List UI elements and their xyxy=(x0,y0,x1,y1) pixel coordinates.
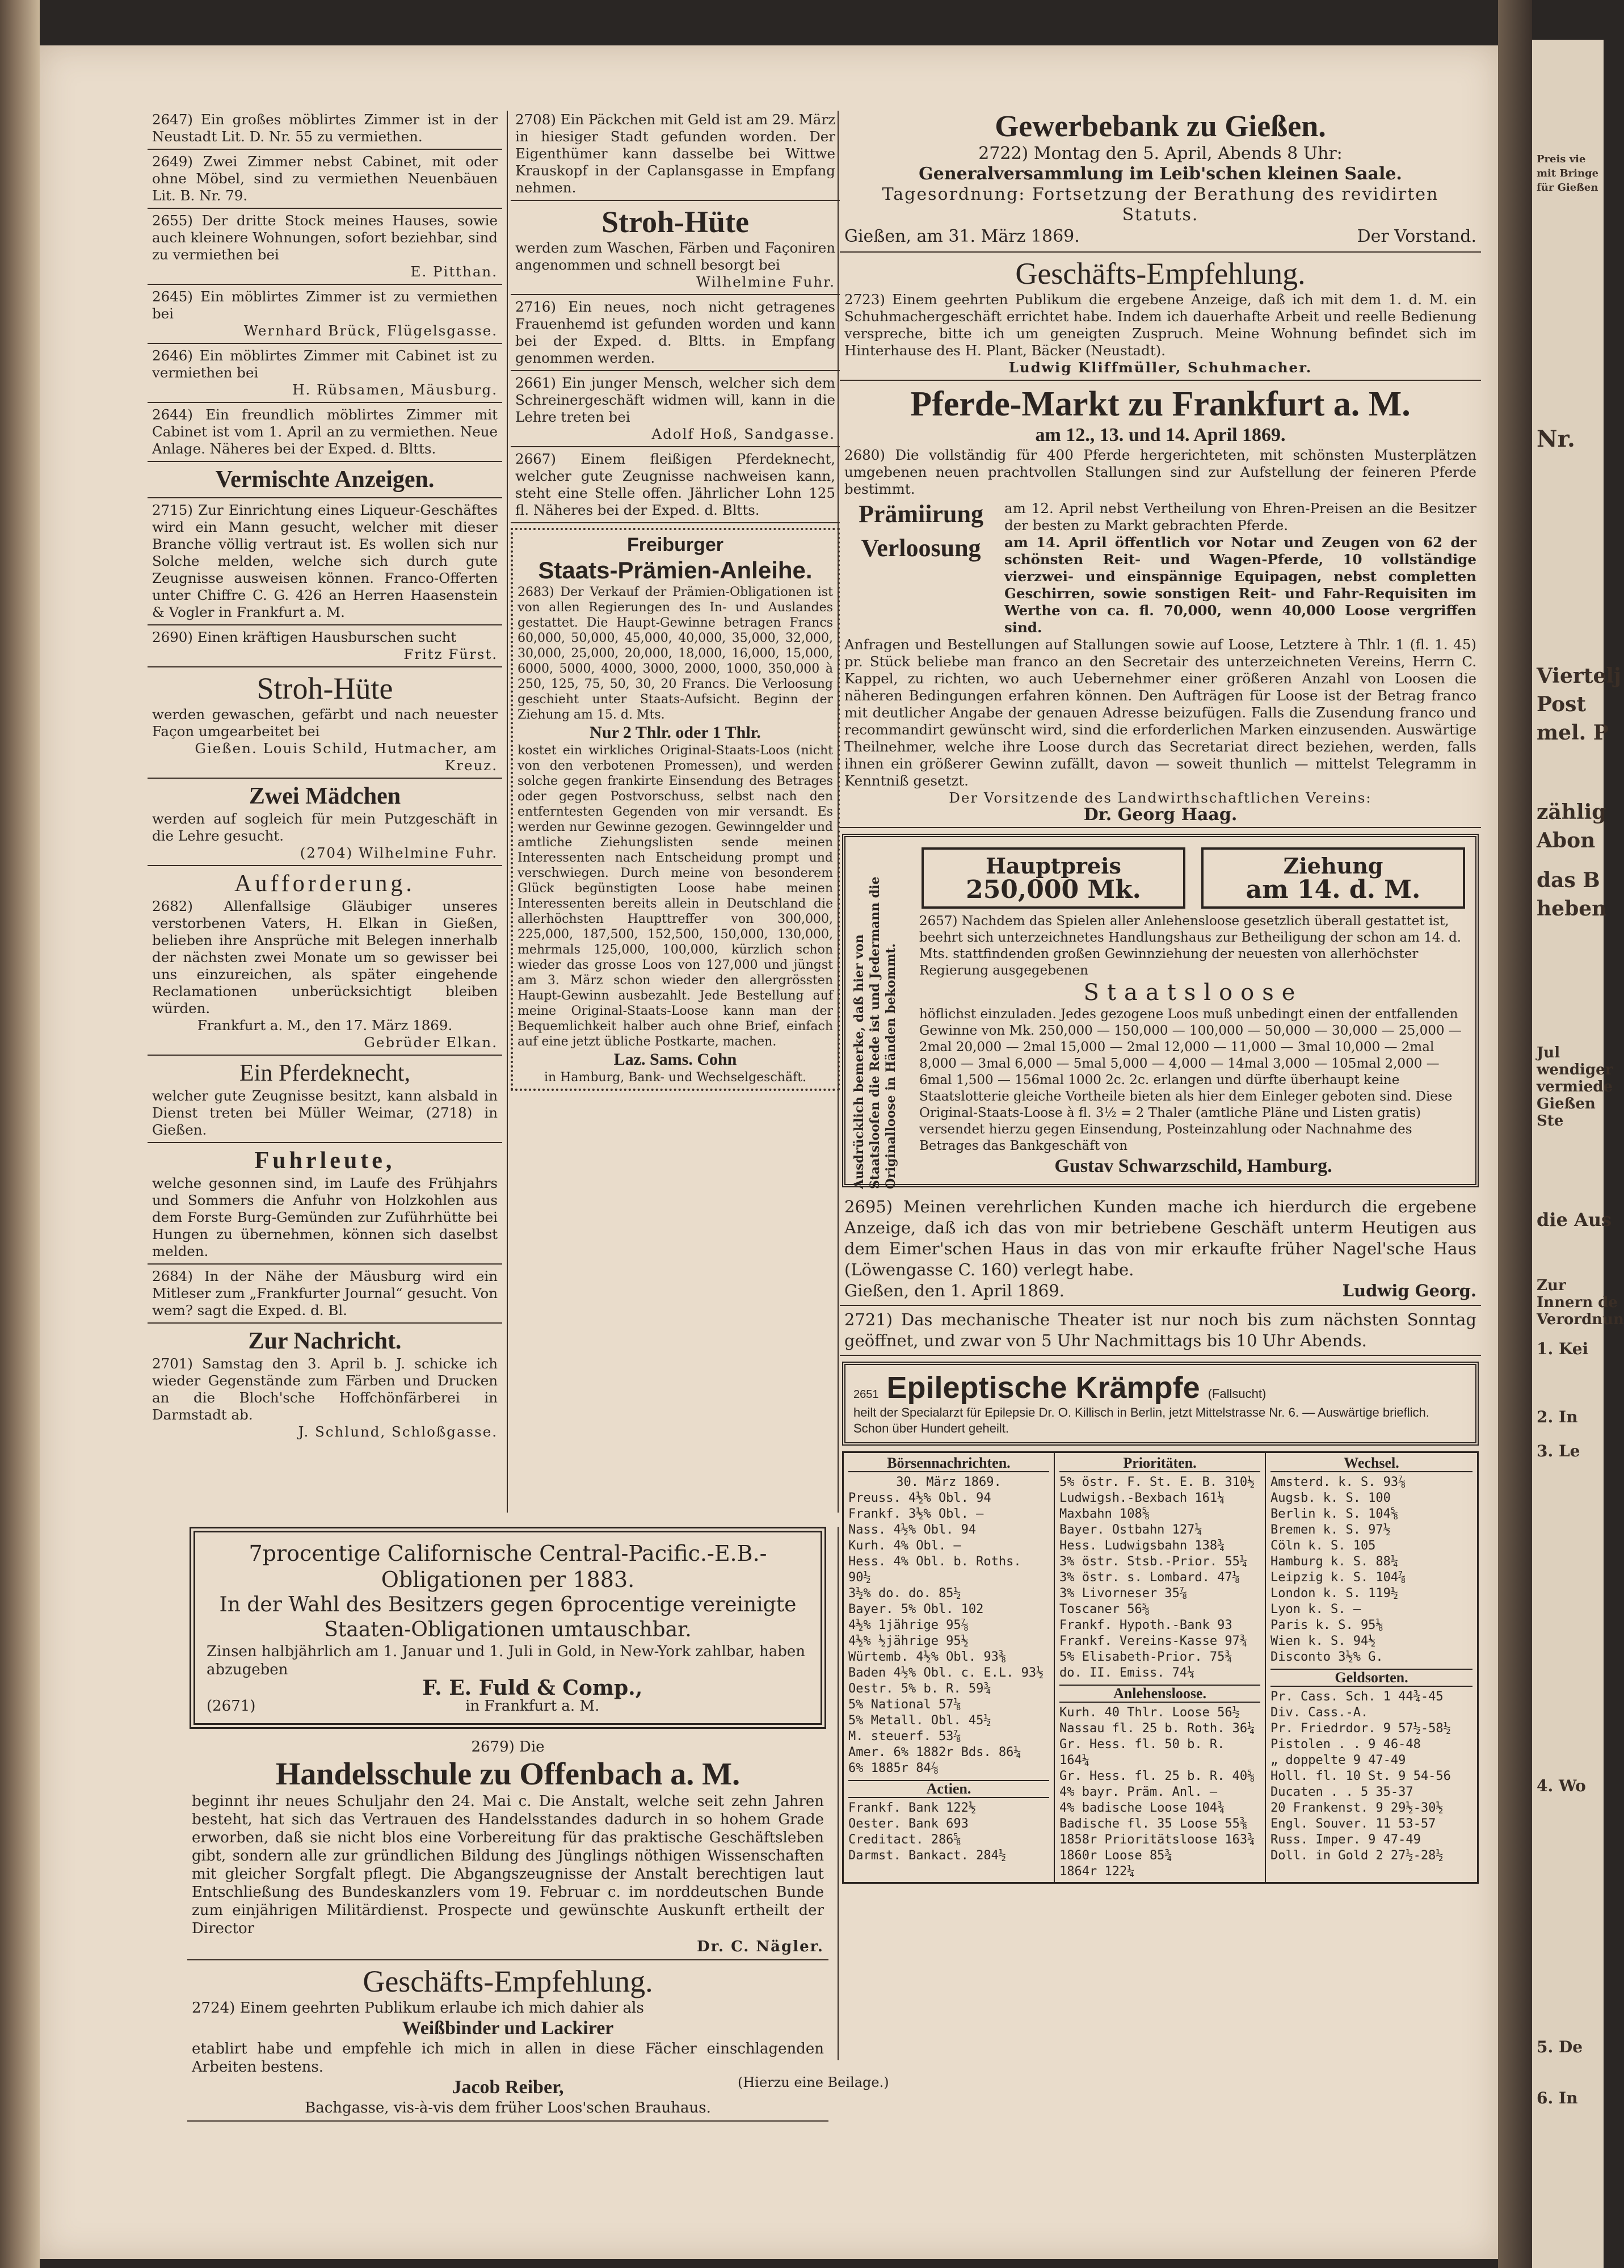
top-prize-value: 250,000 Mk. xyxy=(966,875,1141,904)
exchange-row: Bayer. Ostbahn 127¼ xyxy=(1059,1523,1202,1537)
epilepsy-ad xyxy=(842,1362,1479,1446)
ad-price: Nur 2 Thlr. oder 1 Thlr. xyxy=(590,723,761,742)
ad-text: Generalversammlung im Leib'schen kleinen Saale. xyxy=(919,164,1402,184)
ad-signature: Bachgasse, vis-à-vis dem früher Loos'schen Brauhaus. xyxy=(305,2099,711,2116)
exchange-row: Amsterd. k. S. 93⅞ xyxy=(1270,1475,1406,1489)
classified-ad xyxy=(148,150,502,209)
state-lottery-ad xyxy=(842,834,1479,1187)
ad-signature: Der Vorsitzende des Landwirthschaftlichen Vereins: xyxy=(949,789,1372,806)
horse-market-ad xyxy=(840,381,1481,828)
exchange-row: Engl. Souver. 11 53-57 xyxy=(1270,1817,1436,1831)
exchange-row: Toscaner 56⅝ xyxy=(1059,1602,1150,1616)
ad-text: 2661) Ein junger Mensch, welcher sich dem Schreinergeschäft widmen will, kann in die Lehre treten bei xyxy=(515,375,835,425)
ad-text: Zinsen halbjährlich am 1. Januar und 1. Juli in Gold, in New-York zahlbar, haben abzugeben xyxy=(207,1643,806,1678)
classified-ad xyxy=(148,285,502,344)
ad-text: Anfragen und Bestellungen auf Stallungen sowie auf Loose, Letztere à Thlr. 1 (fl. 1. 45) pr. Stück beliebe man franco an den Secretair des unterzeichneten Vereins, Herrn C. Kappel, zu richten, wo auch Uebernehmer einer größeren Anzahl von Loosen die näheren Bedingungen erfahren können. Den Aufträgen für Loose ist der Betrag franco mit deutlicher Angabe der genauen Adresse beizufügen. Falls die Zusendung franco und recommandirt gewünscht wird, sind die erforderlichen Marken einzusenden. Auswärtige Theilnehmer, welche ihre Loose durch das Secretariat direct beziehen, werden, falls ihnen ein größerer Gewinn zufällt, davon — soweit thunlich — mittelst Telegramm in Kenntniß gesetzt. xyxy=(844,636,1476,789)
gewerbebank-ad xyxy=(840,105,1481,253)
theater-ad xyxy=(840,1306,1481,1356)
next-page-text: mit Bringe xyxy=(1537,167,1599,179)
ad-title: Handelsschule zu Offenbach a. M. xyxy=(275,1757,741,1792)
ad-text: 2680) Die vollständig für 400 Pferde hergerichteten, mit schönsten Musterplätzen umgebenen neuen prachtvollen Stallungen sind zur Aufstellung der feineren Pferde bestimmt. xyxy=(844,447,1476,497)
ad-title: 7procentige Californische Central-Pacific.-E.B.-Obligationen per 1883. xyxy=(249,1541,767,1592)
ad-signature: Fritz Fürst. xyxy=(403,646,498,662)
painter-ad xyxy=(187,1960,828,2122)
straw-hat-ad xyxy=(511,201,840,295)
exchange-row: Hess. 4% Obl. b. Roths. 90½ xyxy=(848,1555,1021,1585)
ad-text: beginnt ihr neues Schuljahr den 24. Mai c. Die Anstalt, welche seit zehn Jahren besteht, hat sich das Vertrauen des Handelsstandes dadurch in so hohem Grade erworben, daß sie nicht blos eine Vorbereitung für das praktische Geschäftsleben gibt, sondern alle zur gründlichen Bildung des Jünglings nöthigen Wissenschaften mit gleicher Sorgfalt pflegt. Die Abgangszeugnisse der Anstalt berechtigen laut Entschließung des Bundeskanzlers vom 19. Februar c. im norddeutschen Bunde zum einjährigen Militärdienst. Prospecte und gewünschte Auskunft ertheilt der Director xyxy=(192,1793,824,1937)
ad-signature: Wernhard Brück, Flügelsgasse. xyxy=(243,322,498,339)
lottery-side-note: Ausdrücklich bemerke, daß hier von Staatslooſen die Rede ist und Jedermann die Originalloose in Händen bekommt. xyxy=(852,876,898,1189)
ad-number: 2651 xyxy=(853,1388,879,1401)
exchange-row: Doll. in Gold 2 27½-28½ xyxy=(1270,1849,1444,1863)
exchange-row: Disconto 3½% G. xyxy=(1270,1650,1383,1664)
draw-date-value: am 14. d. M. xyxy=(1246,875,1421,904)
classified-ad xyxy=(148,403,502,462)
ad-signature: Dr. C. Nägler. xyxy=(697,1938,824,1955)
exchange-row: Nassau fl. 25 b. Roth. 36¼ xyxy=(1059,1721,1255,1736)
ad-text: höflichst einzuladen. Jedes gezogene Loos muß unbedingt einen der entfallenden Gewinne von Mk. 250,000 — 150,000 — 100,000 — 50,000 — 30,000 — 25,000 — 2mal 20,000 — 2mal 15,000 — 2mal 12,000 — 11,000 — 3mal 10,000 — 2mal 8,000 — 3mal 6,000 — 5mal 5,000 — 4,000 — 14mal 3,000 — 105mal 2,000 — 6mal 1,500 — 156mal 1000 2c. 2c. erlangen und dürfte überhaupt keine Staatslotterie gleiche Vortheile bieten als hier dem Einleger geboten sind. Diese Original-Staats-Loose à fl. 3½ = 2 Thaler (amtliche Pläne und Listen gratis) versendet hierzu gegen Einsendung, Posteinzahlung oder Nachnahme des Betrages das Bankgeschäft von xyxy=(919,1007,1462,1153)
ad-trade: Weißbinder und Lackirer xyxy=(402,2018,614,2039)
column-2 xyxy=(511,108,840,1091)
exchange-row: 5% Metall. Obl. 45½ xyxy=(848,1713,991,1728)
exchange-section-title: Geldsorten. xyxy=(1270,1669,1472,1687)
exchange-row: 3% östr. Stsb.-Prior. 55¼ xyxy=(1059,1555,1248,1569)
top-prize-box xyxy=(922,847,1185,909)
carters-ad xyxy=(148,1143,502,1265)
next-page-text: die Aus xyxy=(1537,1209,1612,1230)
ad-title: Freiburger xyxy=(626,534,724,556)
ad-text: heilt der Specialarzt für Epilepsie Dr. O. Killisch in Berlin, jetzt Mittelstrasse Nr. 6. — Auswärtige brieflich. Schon über Hundert geheilt. xyxy=(853,1405,1429,1435)
ad-text: 2647) Ein großes möblirtes Zimmer ist in der Neustadt Lit. D. Nr. 55 zu vermiethen. xyxy=(152,111,498,145)
apprentice-girls-ad xyxy=(148,779,502,866)
ad-signature: Ludwig Kliffmüller, Schuhmacher. xyxy=(1008,359,1312,376)
ad-title: Epileptische Krämpfe xyxy=(886,1371,1200,1405)
next-page-text: 1. Kei xyxy=(1537,1339,1589,1358)
next-page-text: 4. Wo xyxy=(1537,1776,1586,1795)
exchange-row: Oestr. 5% b. R. 59¾ xyxy=(848,1682,991,1696)
ad-signature: Jacob Reiber, xyxy=(452,2077,564,2098)
ad-signature: Gießen. Louis Schild, Hutmacher, am Kreuz. xyxy=(195,740,498,774)
ad-signature: Der Vorstand. xyxy=(1357,226,1476,246)
lower-left-block xyxy=(187,1521,828,2122)
ad-text: 2644) Ein freundlich möblirtes Zimmer mit Cabinet ist vom 1. April an zu vermiethen. Neue Anlage. Näheres bei der Exped. d. Bltts. xyxy=(152,406,498,457)
classified-ad xyxy=(148,625,502,667)
ad-text: 2722) Montag den 5. April, Abends 8 Uhr: xyxy=(978,144,1343,163)
ad-title: Fuhrleute, xyxy=(254,1148,396,1174)
book-gutter xyxy=(1498,0,1532,2268)
ad-date: Gießen, den 1. April 1869. xyxy=(844,1281,1065,1300)
exchange-row: 4½% ½jährige 95½ xyxy=(848,1634,969,1648)
ad-text: werden auf sogleich für mein Putzgeschäft in die Lehre gesucht. xyxy=(152,810,498,844)
exchange-row: 1860r Loose 85¾ xyxy=(1059,1849,1172,1863)
ad-text: 2723) Einem geehrten Publikum die ergebene Anzeige, daß ich mit dem 1. d. M. ein Schuhmachergeschäft errichtet habe. Indem ich dauerhafte Arbeit und reelle Bedienung verspreche, bitte ich um geneigten Zuspruch. Meine Wohnung befindet sich im Hinterhause des H. Plant, Bäcker (Neustadt). xyxy=(844,291,1476,359)
classified-ad xyxy=(511,371,840,447)
ad-subtitle: am 12., 13. und 14. April 1869. xyxy=(1035,425,1286,446)
next-page-text: mel. P xyxy=(1537,721,1609,745)
next-page-text: Verordnun xyxy=(1537,1311,1624,1328)
next-page-fragment xyxy=(1532,40,1624,2268)
exchange-row: 3½% do. do. 85½ xyxy=(848,1586,961,1601)
exchange-column-3 xyxy=(1266,1453,1477,1882)
exchange-row: Hess. Ludwigsbahn 138¾ xyxy=(1059,1539,1225,1553)
exchange-row: Div. Cass.-A. xyxy=(1270,1706,1369,1720)
ad-signature: H. Rübsamen, Mäusburg. xyxy=(292,381,498,398)
ad-signature: Gebrüder Elkan. xyxy=(364,1034,498,1051)
exchange-section-title: Anlehensloose. xyxy=(1059,1685,1260,1703)
exchange-row: Maxbahn 108⅝ xyxy=(1059,1507,1150,1521)
classified-ad xyxy=(148,209,502,285)
top-prize-label: Hauptpreis xyxy=(986,853,1121,879)
relocation-ad xyxy=(840,1193,1481,1306)
exchange-row: Paris k. S. 95⅛ xyxy=(1270,1618,1383,1632)
exchange-row: London k. S. 119½ xyxy=(1270,1586,1399,1601)
ad-title: Zwei Mädchen xyxy=(249,783,401,809)
next-page-text: Abon xyxy=(1537,829,1596,852)
next-page-text: 5. De xyxy=(1537,2038,1583,2056)
exchange-column-1 xyxy=(844,1453,1055,1882)
stable-hand-ad xyxy=(148,1056,502,1143)
ad-signature: Wilhelmine Fuhr. xyxy=(696,274,835,290)
exchange-row: Lyon k. S. — xyxy=(1270,1602,1361,1616)
ad-heading: Staatsloose xyxy=(1083,980,1303,1006)
classified-ad xyxy=(511,108,840,201)
next-page-text: Preis vie xyxy=(1537,153,1586,165)
exchange-row: 3% östr. s. Lombard. 47⅛ xyxy=(1059,1570,1240,1585)
next-page-text: heben xyxy=(1537,897,1607,921)
classified-ad xyxy=(148,108,502,150)
stock-exchange-table xyxy=(842,1451,1479,1884)
exchange-row: Würtemb. 4½% Obl. 93⅜ xyxy=(848,1650,1007,1664)
ad-title: Stroh-Hüte xyxy=(601,205,749,239)
exchange-row: Frankf. Vereins-Kasse 97¾ xyxy=(1059,1634,1248,1648)
ad-text: 2657) Nachdem das Spielen aller Anlehensloose gesetzlich überall gestattet ist, beehrt sich unterzeichnetes Handlungshaus zur Betheiligung der schon am 14. d. Mts. stattfindenden großen Gewinnziehung der neuesten von allerhöchster Regierung ausgegebenen xyxy=(919,914,1462,978)
exchange-row: Badische fl. 35 Loose 55⅜ xyxy=(1059,1817,1248,1831)
ad-signature: F. E. Fuld & Comp., xyxy=(422,1676,643,1700)
supplement-note: (Hierzu eine Beilage.) xyxy=(738,2074,889,2090)
exchange-row: Pistolen . . 9 46-48 xyxy=(1270,1737,1421,1752)
exchange-date: 30. März 1869. xyxy=(896,1475,1002,1489)
exchange-row: 5% National 57⅛ xyxy=(848,1698,961,1712)
exchange-section-title: Prioritäten. xyxy=(1059,1455,1260,1472)
exchange-row: Wien k. S. 94½ xyxy=(1270,1634,1376,1648)
exchange-row: 5% Elisabeth-Prior. 75¾ xyxy=(1059,1650,1232,1664)
ad-text: 2683) Der Verkauf der Prämien-Obligationen ist von allen Regierungen des In- und Auslandes gestattet. Die Haupt-Gewinne betragen Francs 60,000, 50,000, 45,000, 40,000, 35,000, 32,000, 30,000, 25,000, 20,000, 18,000, 16,000, 15,000, 6000, 5000, 4000, 3000, 2000, 1000, 350,000 à 250, 125, 75, 50, 30, 20 Francs. Die Verloosung geschieht unter Staats-Aufsicht. Beginn der Ziehung am 15. d. Mts. xyxy=(518,585,833,722)
ad-subtitle: (Fallsucht) xyxy=(1208,1387,1267,1401)
ad-signature: E. Pitthan. xyxy=(410,263,498,280)
ad-text: kostet ein wirkliches Original-Staats-Loos (nicht von den verbotenen Promessen), und werden solche gegen frankirte Einsendung des Betrages oder gegen Postvorschuss, selbst nach den entferntesten Gegenden von mir versandt. Es werden nur Gewinne gezogen. Gewinngelder und amtliche Ziehungslisten sende meinen Interessenten nach Entscheidung prompt und verschwiegen. Durch meine von besonderem Glück begünstigten Loose habe meinen Interessenten bereits allein in Deutschland die allerhöchsten Haupttreffer von 300,000, 225,000, 187,500, 152,500, 150,000, 130,000, mehrmals 125,000, 100,000, kürzlich schon wieder das grosse Loos von 127,000 und jüngst am 3. März schon wieder den allergrössten Haupt-Gewinn ausbezahlt. Jede Bestellung auf meine Original-Staats-Loose kann man der Bequemlichkeit halber auch ohne Brief, einfach auf eine jetzt übliche Postkarte, machen. xyxy=(518,744,833,1049)
ad-number: (2671) xyxy=(207,1698,256,1715)
freiburger-lottery-ad xyxy=(511,528,840,1091)
exchange-row: Darmst. Bankact. 284½ xyxy=(848,1849,1007,1863)
exchange-row: Berlin k. S. 104⅝ xyxy=(1270,1507,1399,1521)
exchange-row: Nass. 4½% Obl. 94 xyxy=(848,1523,977,1537)
exchange-row: do. II. Emiss. 74¼ xyxy=(1059,1666,1195,1680)
california-bonds-ad xyxy=(190,1527,826,1729)
exchange-row: Gr. Hess. fl. 25 b. R. 40⅝ xyxy=(1059,1769,1255,1783)
next-page-text: vermiede xyxy=(1537,1078,1613,1095)
exchange-row: Russ. Imper. 9 47-49 xyxy=(1270,1833,1421,1847)
ad-text: 2701) Samstag den 3. April b. J. schicke ich wieder Gegenstände zum Färben und Drucken an die Bloch'sche Hoffchönfärberei in Darmstadt ab. xyxy=(152,1355,498,1423)
next-page-text: Innern de xyxy=(1537,1294,1618,1311)
exchange-row: 4% bayr. Präm. Anl. — xyxy=(1059,1785,1218,1799)
next-page-text: wendiger xyxy=(1537,1061,1613,1078)
ad-text: am 12. April nebst Vertheilung von Ehren-Preisen an die Besitzer der besten zu Markt gebrachten Pferde. xyxy=(1004,500,1476,534)
exchange-row: Bremen k. S. 97½ xyxy=(1270,1523,1391,1537)
next-page-text: für Gießen xyxy=(1537,182,1598,194)
ad-date: Frankfurt a. M., den 17. März 1869. xyxy=(197,1017,453,1034)
exchange-section-title: Actien. xyxy=(848,1780,1049,1798)
ad-text: 2724) Einem geehrten Publikum erlaube ich mich dahier als xyxy=(192,2000,644,2017)
exchange-row: Kurh. 40 Thlr. Loose 56½ xyxy=(1059,1706,1240,1720)
exchange-row: Pr. Cass. Sch. 1 44¾-45 xyxy=(1270,1690,1444,1704)
ad-title: Pferde-Markt zu Frankfurt a. M. xyxy=(910,385,1411,423)
next-page-text: das B xyxy=(1537,868,1600,892)
exchange-row: Cöln k. S. 105 xyxy=(1270,1539,1376,1553)
ad-text: etablirt habe und empfehle ich mich in allen in diese Fächer einschlagenden Arbeiten bestens. xyxy=(192,2040,824,2076)
exchange-row: 4½% 1jährige 95⅞ xyxy=(848,1618,969,1632)
ad-signature: Adolf Hoß, Sandgasse. xyxy=(651,426,835,442)
next-page-text: Zur xyxy=(1537,1277,1566,1294)
exchange-row: Hamburg k. S. 88¼ xyxy=(1270,1555,1399,1569)
shoemaker-ad xyxy=(840,253,1481,381)
exchange-row: Pr. Friedrdor. 9 57½-58½ xyxy=(1270,1721,1451,1736)
ad-text: 2690) Einen kräftigen Hausburschen sucht xyxy=(152,629,457,645)
exchange-row: 20 Frankenst. 9 29½-30½ xyxy=(1270,1801,1444,1815)
exchange-row: 5% östr. F. St. E. B. 310½ xyxy=(1059,1475,1255,1489)
ad-title: Stroh-Hüte xyxy=(256,671,393,705)
ad-title: Staats-Prämien-Anleihe. xyxy=(538,557,813,583)
notice-ad xyxy=(148,1324,502,1444)
ad-text: 2684) In der Nähe der Mäusburg wird ein Mitleser zum „Frankfurter Journal“ gesucht. Von wem? sagt die Exped. d. Bl. xyxy=(152,1268,498,1318)
commercial-school-ad xyxy=(187,1734,828,1960)
ad-text: werden gewaschen, gefärbt und nach neuester Façon umgearbeitet bei xyxy=(152,706,498,740)
next-page-text: Post xyxy=(1537,692,1587,716)
next-page-text: 2. In xyxy=(1537,1408,1578,1426)
ad-title: Aufforderung. xyxy=(234,871,415,897)
classified-ad xyxy=(511,447,840,523)
exchange-column-2 xyxy=(1055,1453,1266,1882)
ad-text: 2708) Ein Päckchen mit Geld ist am 29. März in hiesiger Stadt gefunden worden. Der Eigenthümer kann dasselbe bei Wittwe Krauskopf in der Caplansgasse in Empfang nehmen. xyxy=(515,111,835,196)
exchange-row: Frankf. Bank 122½ xyxy=(848,1801,977,1815)
exchange-row: Holl. fl. 10 St. 9 54-56 xyxy=(1270,1769,1451,1783)
ad-signature: in Frankfurt a. M. xyxy=(465,1698,600,1715)
exchange-row: Gr. Hess. fl. 50 b. R. 164¼ xyxy=(1059,1737,1225,1767)
ad-signature: Dr. Georg Haag. xyxy=(1083,805,1238,825)
exchange-section-title: Wechsel. xyxy=(1270,1455,1472,1472)
exchange-row: 3% Livorneser 35⅞ xyxy=(1059,1586,1188,1601)
ad-text: 2715) Zur Einrichtung eines Liqueur-Geschäftes wird ein Mann gesucht, welcher mit dieser Branche völlig vertraut ist. Es wollen sich nur Solche melden, welche sich durch gute Zeugnisse ausweisen können. Franco-Offerten unter Chiffre C. G. 426 an Herren Haasenstein & Vogler in Frankfurt a. M. xyxy=(152,502,498,620)
ad-signature: in Hamburg, Bank- und Wechselgeschäft. xyxy=(544,1070,807,1085)
section-heading-misc: Vermischte Anzeigen. xyxy=(148,462,502,498)
exchange-row: M. steuerf. 53⅞ xyxy=(848,1729,961,1744)
classified-ad xyxy=(148,1265,502,1324)
ad-signature: Ludwig Georg. xyxy=(1342,1281,1476,1300)
ad-text: 2716) Ein neues, noch nicht getragenes Frauenhemd ist gefunden worden und kann bei der Exped. d. Bltts. in Empfang genommen werden. xyxy=(515,299,835,366)
next-page-text: Ste xyxy=(1537,1112,1564,1129)
draw-date-label: Ziehung xyxy=(1283,853,1383,879)
exchange-row: Ducaten . . 5 35-37 xyxy=(1270,1785,1413,1799)
ad-text: 2667) Einem fleißigen Pferdeknecht, welcher gute Zeugnisse nachweisen kann, steht eine Stelle offen. Jährlicher Lohn 125 fl. Näheres bei der Exped. d. Bltts. xyxy=(515,451,835,518)
column-1 xyxy=(148,108,502,1444)
exchange-row: Kurh. 4% Obl. — xyxy=(848,1539,961,1553)
ad-title: In der Wahl des Besitzers gegen 6procentige vereinigte Staaten-Obligationen umtauschbar. xyxy=(219,1593,797,1641)
ad-signature: Laz. Sams. Cohn xyxy=(613,1050,737,1069)
exchange-row: Frankf. Hypoth.-Bank 93 xyxy=(1059,1618,1232,1632)
ad-signature: Gustav Schwarzschild, Hamburg. xyxy=(1054,1156,1332,1177)
exchange-row: 1858r Prioritätsloose 163¾ xyxy=(1059,1833,1255,1847)
ad-title: Gewerbebank zu Gießen. xyxy=(995,109,1326,143)
next-page-text: 3. Le xyxy=(1537,1442,1580,1460)
ad-title: Geschäfts-Empfehlung. xyxy=(363,1964,653,1998)
exchange-row: Amer. 6% 1882r Bds. 86¼ xyxy=(848,1745,1021,1759)
ad-title: Ein Pferdeknecht, xyxy=(239,1060,410,1086)
ad-text: welcher gute Zeugnisse besitzt, kann alsbald in Dienst treten bei Müller Weimar, (2718) in Gießen. xyxy=(152,1087,498,1138)
next-page-text: zählig xyxy=(1537,800,1606,824)
ad-text: 2655) Der dritte Stock meines Hauses, sowie auch kleinere Wohnungen, sofort beziehbar, sind zu vermiethen bei xyxy=(152,212,498,263)
classified-ad xyxy=(148,344,502,403)
exchange-row: Leipzig k. S. 104⅞ xyxy=(1270,1570,1406,1585)
ad-text: welche gesonnen sind, im Laufe des Frühjahrs und Sommers die Anfuhr von Holzkohlen aus dem Forste Burg-Gemünden zur Zuführhütte bei Hungen zu übernehmen, können sich daselbst melden. xyxy=(152,1175,498,1259)
ad-text: 2695) Meinen verehrlichen Kunden mache ich hierdurch die ergebene Anzeige, daß ich das von mir betriebene Geschäft unterm Heutigen aus dem Eimer'schen Haus in das von mir erkaufte früher Nagel'sche Haus (Löwengasse C. 160) verlegt habe. xyxy=(844,1197,1476,1279)
exchange-row: Bayer. 5% Obl. 102 xyxy=(848,1602,984,1616)
exchange-row: „ doppelte 9 47-49 xyxy=(1270,1753,1406,1767)
next-page-text: Nr. xyxy=(1537,426,1575,452)
ad-signature: (2704) Wilhelmine Fuhr. xyxy=(300,845,498,861)
next-page-text: 6. In xyxy=(1537,2089,1578,2107)
exchange-row: Frankf. 3½% Obl. — xyxy=(848,1507,984,1521)
ad-text: 2682) Allenfallsige Gläubiger unseres verstorbenen Vaters, H. Elkan in Gießen, belieben ihre Ansprüche mit Belegen innerhalb der nächsten zwei Monate um so gewisser bei uns einzureichen, als später eingehende Reclamationen unberücksichtigt bleiben würden. xyxy=(152,898,498,1017)
exchange-row: Ludwigsh.-Bexbach 161¼ xyxy=(1059,1491,1225,1505)
ad-text: 2645) Ein möblirtes Zimmer ist zu vermiethen bei xyxy=(152,288,498,322)
exchange-row: Oester. Bank 693 xyxy=(848,1817,969,1831)
straw-hat-ad xyxy=(148,667,502,779)
classified-ad xyxy=(511,295,840,371)
exchange-row: Preuss. 4½% Obl. 94 xyxy=(848,1491,991,1505)
ad-text: werden zum Waschen, Färben und Façoniren angenommen und schnell besorgt bei xyxy=(515,240,835,273)
exchange-row: Creditact. 286⅝ xyxy=(848,1833,961,1847)
creditor-notice xyxy=(148,866,502,1056)
ad-text: 2646) Ein möblirtes Zimmer mit Cabinet ist zu vermiethen bei xyxy=(152,347,498,381)
exchange-row: 6% 1885r 84⅞ xyxy=(848,1761,939,1775)
ad-title: Geschäfts-Empfehlung. xyxy=(1015,257,1306,291)
ad-heading: Prämiirung xyxy=(859,500,983,528)
ad-text: 2721) Das mechanische Theater ist nur noch bis zum nächsten Sonntag geöffnet, und zwar von 5 Uhr Nachmittags bis 10 Uhr Abends. xyxy=(844,1310,1476,1350)
column-rule xyxy=(838,1527,839,2060)
draw-date-box xyxy=(1201,847,1465,909)
next-page-text: Jul xyxy=(1537,1044,1560,1061)
exchange-row: Augsb. k. S. 100 xyxy=(1270,1491,1391,1505)
ad-signature: J. Schlund, Schloßgasse. xyxy=(298,1423,498,1440)
exchange-row: 1864r 122¼ xyxy=(1059,1864,1135,1879)
ad-title: Zur Nachricht. xyxy=(248,1328,402,1354)
ad-text: 2649) Zwei Zimmer nebst Cabinet, mit oder ohne Möbel, sind zu vermiethen Neuenbäuen Lit. B. Nr. 79. xyxy=(152,153,498,204)
column-3 xyxy=(840,105,1481,1889)
book-binding-edge xyxy=(0,0,40,2268)
next-page-text: Viertelj xyxy=(1537,664,1622,688)
exchange-title: Börsennachrichten. xyxy=(848,1455,1049,1472)
ad-text: am 14. April öffentlich vor Notar und Zeugen von 62 der schönsten Reit- und Wagen-Pferde, 10 vollständige vierzwei- und einspännige Equipagen, nebst completten Geschirren, sowie sonstigen Reit- und Fahr-Requisiten im Werthe von ca. fl. 70,000, wenn 40,000 Loose vergriffen sind. xyxy=(1004,534,1476,636)
next-page-text: Gießen xyxy=(1537,1095,1596,1112)
exchange-row: Baden 4½% Obl. c. E.L. 93½ xyxy=(848,1666,1044,1680)
classified-ad xyxy=(148,498,502,625)
ad-date: Gießen, am 31. März 1869. xyxy=(844,226,1080,246)
exchange-row: 4% badische Loose 104¾ xyxy=(1059,1801,1225,1815)
ad-text: Tagesordnung: Fortsetzung der Berathung des revidirten Statuts. xyxy=(882,184,1439,225)
ad-heading: Verloosung xyxy=(861,534,981,562)
column-rule xyxy=(507,111,508,1513)
ad-pre: 2679) Die xyxy=(471,1738,545,1755)
